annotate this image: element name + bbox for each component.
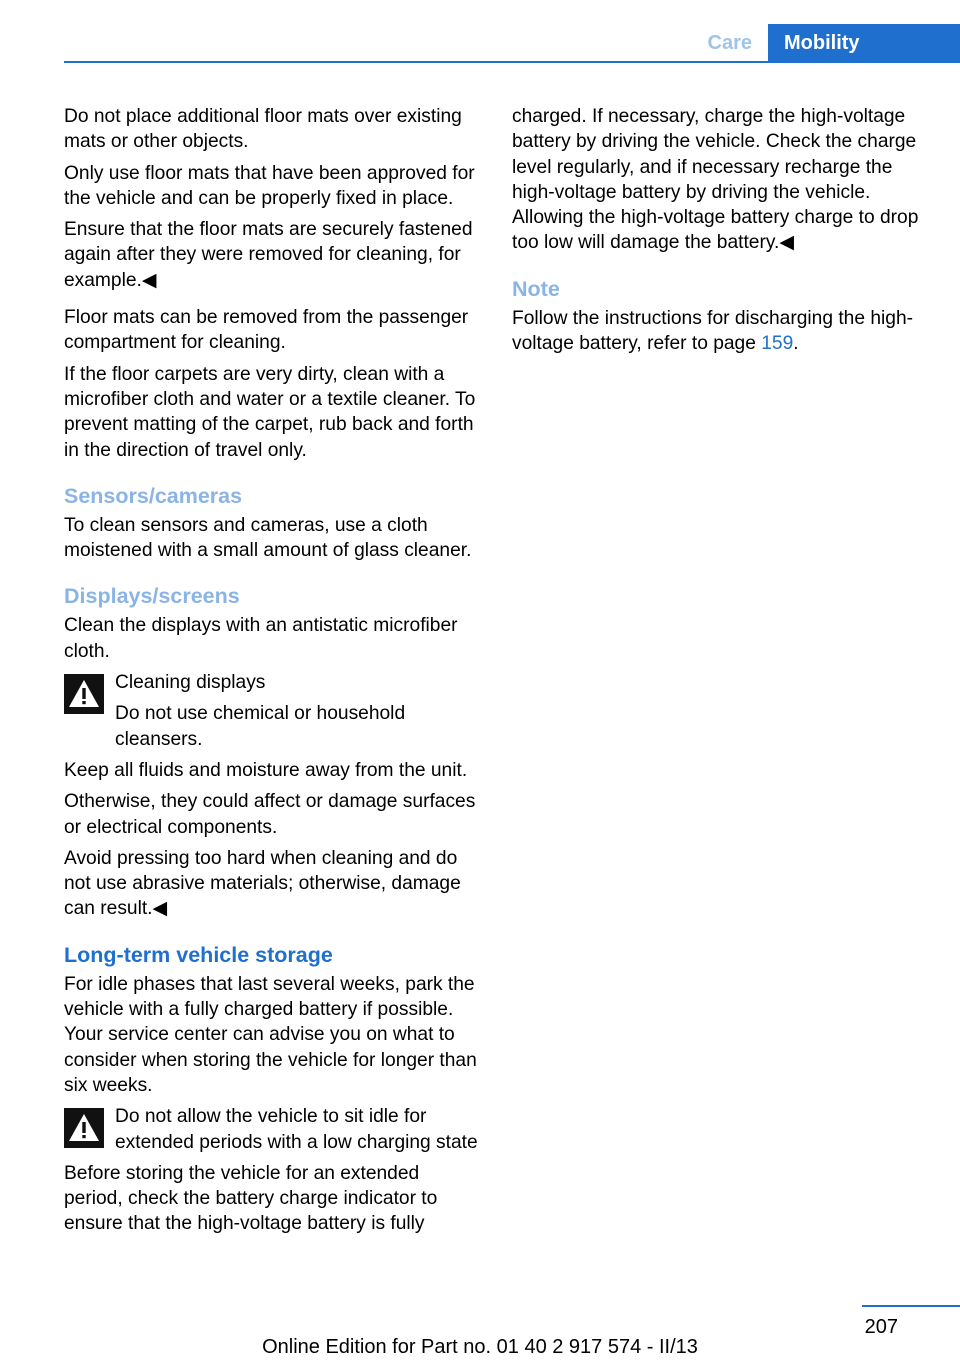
header-rule (64, 61, 960, 63)
warning-triangle-icon (64, 1108, 104, 1148)
tab-care[interactable]: Care (708, 24, 768, 62)
heading-note: Note (512, 276, 560, 301)
paragraph: To clean sensors and cameras, use a cloth moistened with a small amount of glass cleaner. (64, 514, 472, 562)
warning-triangle-icon (64, 674, 104, 714)
footer-rule (862, 1305, 960, 1307)
warning-text: Do not use chemical or household cleansers. (115, 703, 406, 750)
warning-cleaning-displays (64, 670, 482, 752)
note-text: Follow the instructions for discharging the high-voltage battery, refer to page (512, 307, 914, 355)
heading-long-term-storage: Long-term vehicle storage (64, 942, 333, 967)
paragraph: Only use floor mats that have been approved for the vehicle and can be properly fixed in place. (64, 162, 475, 209)
heading-sensors-cameras: Sensors/cameras (64, 483, 243, 508)
paragraph: Clean the displays with an antistatic microfiber cloth. (64, 615, 458, 662)
note-end: . (793, 333, 799, 355)
paragraph: Otherwise, they could affect or damage surfaces or electrical components. (64, 791, 476, 838)
right-column (512, 104, 930, 362)
warning-idle-vehicle (64, 1104, 482, 1155)
page-link-159[interactable]: 159 (761, 333, 794, 355)
paragraph: Avoid pressing too hard when cleaning and do not use abrasive materials; otherwise, damage can result.◀ (64, 847, 461, 920)
heading-displays-screens: Displays/screens (64, 584, 240, 609)
warning-text: Do not allow the vehicle to sit idle for extended periods with a low charging state (115, 1106, 478, 1153)
edition-footer: Online Edition for Part no. 01 40 2 917 574 - II/13 (262, 1336, 698, 1358)
warning-title: Cleaning displays (115, 672, 266, 694)
paragraph: charged. If necessary, charge the high-voltage battery by driving the vehicle. Check the charge level regularly, and if necessary recharge the high-voltage battery by driving the vehicle. Allowing the high-voltage battery charge to drop too low will damage the battery.◀ (512, 106, 919, 254)
paragraph: If the floor carpets are very dirty, clean with a microfiber cloth and water or a textile cleaner. To prevent matting of the carpet, rub back and forth in the direction of travel only. (64, 363, 476, 461)
chapter-tabs (708, 24, 960, 62)
paragraph: Do not place additional floor mats over existing mats or other objects. (64, 106, 462, 153)
paragraph: For idle phases that last several weeks, park the vehicle with a fully charged battery if possible. Your service center can advise you on what to consider when storing the vehicle for longer than six weeks. (64, 973, 477, 1096)
paragraph: Ensure that the floor mats are securely fastened again after they were removed for cleaning, for example.◀ (64, 219, 473, 291)
left-column (64, 104, 482, 1243)
paragraph: Before storing the vehicle for an extended period, check the battery charge indicator to ensure that the high-voltage battery is fully (64, 1162, 438, 1235)
page-number: 207 (864, 1316, 898, 1338)
paragraph: Floor mats can be removed from the passenger compartment for cleaning. (64, 307, 469, 354)
tab-mobility[interactable]: Mobility (768, 24, 960, 62)
note-paragraph (512, 306, 930, 357)
paragraph: Keep all fluids and moisture away from the unit. (64, 759, 468, 781)
